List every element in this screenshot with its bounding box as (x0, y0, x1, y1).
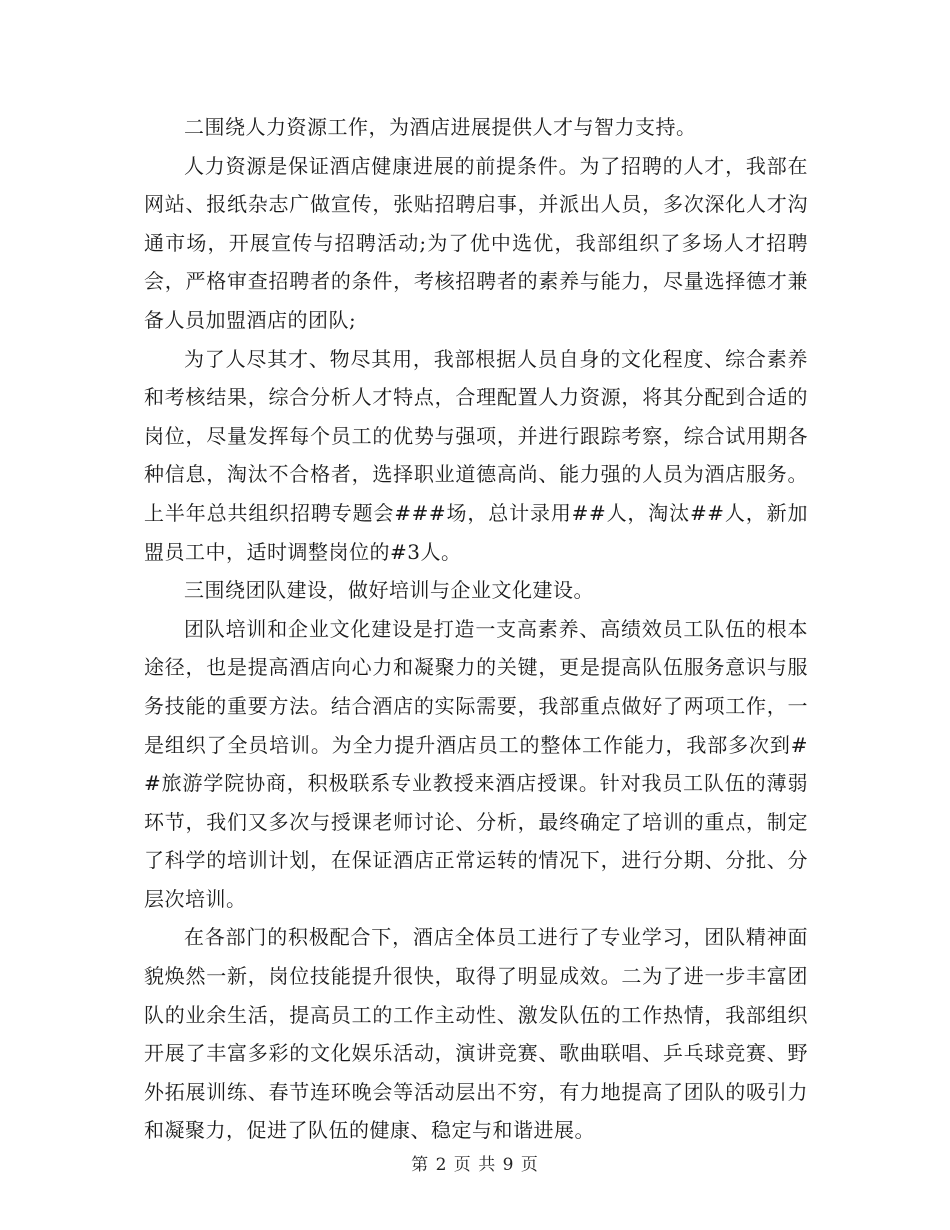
paragraph-allocation: 为了人尽其才、物尽其用，我部根据人员自身的文化程度、综合素养和考核结果，综合分析人才特点，合理配置人力资源，将其分配到合适的岗位，尽量发挥每个员工的优势与强项，并进行跟踪考察，综合试用期各种信息，淘汰不合格者，选择职业道德高尚、能力强的人员为酒店服务。上半年总共组织招聘专题会###场，总计录用##人，淘汰##人，新加盟员工中，适时调整岗位的#3人。 (144, 346, 808, 564)
page-number: 第 2 页 共 9 页 (411, 1155, 539, 1175)
section-heading-3: 三围绕团队建设，做好培训与企业文化建设。 (184, 578, 594, 603)
paragraph-training: 团队培训和企业文化建设是打造一支高素养、高绩效员工队伍的根本途径，也是提高酒店向心力和凝聚力的关键，更是提高队伍服务意识与服务技能的重要方法。结合酒店的实际需要，我部重点做好了两项工作，一是组织了全员培训。为全力提升酒店员工的整体工作能力，我部多次到##旅游学院协商，积极联系专业教授来酒店授课。针对我员工队伍的薄弱环节，我们又多次与授课老师讨论、分析，最终确定了培训的重点，制定了科学的培训计划，在保证酒店正常运转的情况下，进行分期、分批、分层次培训。 (144, 616, 808, 911)
paragraph-recruitment: 人力资源是保证酒店健康进展的前提条件。为了招聘的人才，我部在网站、报纸杂志广做宣传，张贴招聘启事，并派出人员，多次深化人才沟通市场，开展宣传与招聘活动;为了优中选优，我部组织了多场人才招聘会，严格审查招聘者的条件，考核招聘者的素养与能力，尽量选择德才兼备人员加盟酒店的团队; (144, 153, 808, 332)
paragraph-culture: 在各部门的积极配合下，酒店全体员工进行了专业学习，团队精神面貌焕然一新，岗位技能提升很快，取得了明显成效。二为了进一步丰富团队的业余生活，提高员工的工作主动性、激发队伍的工作热情，我部组织开展了丰富多彩的文化娱乐活动，演讲竞赛、歌曲联唱、乒乓球竞赛、野外拓展训练、春节连环晚会等活动层出不穷，有力地提高了团队的吸引力和凝聚力，促进了队伍的健康、稳定与和谐进展。 (144, 925, 808, 1143)
document-body (144, 108, 808, 1150)
section-heading-2: 二围绕人力资源工作，为酒店进展提供人才与智力支持。 (184, 115, 697, 139)
